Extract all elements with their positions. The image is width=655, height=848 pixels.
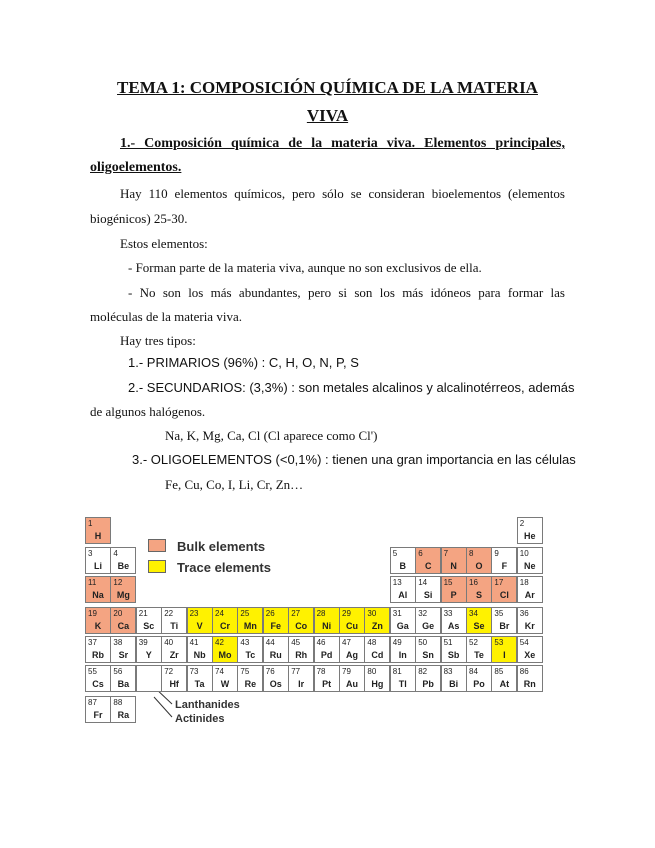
element-number: 85 — [494, 667, 504, 676]
element-symbol: V — [196, 621, 203, 631]
periodic-table-figure — [85, 517, 565, 729]
element-symbol: Mn — [243, 621, 257, 631]
element-cell — [212, 665, 238, 692]
element-cell — [441, 547, 467, 574]
element-symbol: Zn — [371, 621, 383, 631]
element-symbol: Os — [269, 679, 282, 689]
element-symbol: He — [524, 531, 536, 541]
element-symbol: Y — [145, 650, 152, 660]
element-number: 25 — [240, 609, 250, 618]
bullet-1: - Forman parte de la materia viva, aunque no son exclusivos de ella. — [128, 260, 482, 275]
element-cell — [161, 607, 187, 634]
element-number: 39 — [138, 638, 148, 647]
element-cell — [441, 636, 467, 663]
element-symbol: N — [450, 561, 457, 571]
element-number: 32 — [418, 609, 428, 618]
element-cell — [288, 665, 314, 692]
element-symbol: Si — [423, 590, 433, 600]
element-number: 50 — [418, 638, 428, 647]
element-symbol: Na — [92, 590, 104, 600]
element-number: 4 — [113, 549, 118, 558]
element-cell — [466, 636, 492, 663]
element-symbol: Br — [499, 621, 510, 631]
element-symbol: Rh — [295, 650, 308, 660]
type-primarios: 1.- PRIMARIOS (96%) : C, H, O, N, P, S — [128, 355, 359, 370]
element-cell — [415, 576, 441, 603]
element-cell — [517, 636, 543, 663]
element-symbol: Ta — [194, 679, 205, 689]
paragraph-1-line2: biogénicos) 25-30. — [90, 211, 188, 226]
element-number: 44 — [265, 638, 275, 647]
element-symbol: Cl — [499, 590, 509, 600]
element-number: 78 — [316, 667, 326, 676]
element-number: 19 — [88, 609, 97, 618]
element-symbol: Sn — [422, 650, 434, 660]
type-oligoelementos-examples: Fe, Cu, Co, I, Li, Cr, Zn… — [165, 477, 304, 492]
doc-title-line1: TEMA 1: COMPOSICIÓN QUÍMICA DE LA MATERIA — [117, 78, 538, 97]
element-number: 72 — [164, 667, 174, 676]
element-cell — [517, 547, 543, 574]
element-cell — [339, 636, 365, 663]
element-number: 3 — [88, 549, 93, 558]
element-number: 8 — [469, 549, 474, 558]
element-cell — [263, 607, 289, 634]
element-cell — [466, 576, 492, 603]
element-number: 18 — [519, 578, 529, 587]
element-symbol: Fr — [93, 710, 103, 720]
element-cell — [364, 636, 390, 663]
section-heading-line1: 1.- Composición química de la materia viva. Elementos principales, — [120, 136, 565, 151]
element-symbol: Bi — [449, 679, 459, 689]
element-symbol: Ga — [396, 621, 409, 631]
element-number: 80 — [367, 667, 377, 676]
type-secundarios-line2: de algunos halógenos. — [90, 404, 206, 419]
element-cell — [441, 665, 467, 692]
element-symbol: Fe — [270, 621, 282, 631]
element-number: 56 — [113, 667, 123, 676]
element-number: 5 — [392, 549, 398, 558]
doc-title-line2: VIVA — [306, 106, 349, 125]
element-number: 45 — [291, 638, 301, 647]
element-symbol: Ge — [422, 621, 435, 631]
element-symbol: K — [94, 621, 102, 631]
element-number: 16 — [469, 578, 478, 587]
element-cell — [161, 636, 187, 663]
element-symbol: Ca — [117, 621, 130, 631]
element-cell — [85, 696, 111, 723]
element-symbol: Cs — [92, 679, 104, 689]
element-cell — [85, 636, 111, 663]
element-number: 48 — [367, 638, 377, 647]
element-symbol: Kr — [524, 621, 535, 631]
element-symbol: O — [475, 561, 483, 571]
element-symbol: Mg — [116, 590, 130, 600]
element-number: 73 — [189, 667, 199, 676]
element-symbol: Cr — [219, 621, 230, 631]
element-symbol: B — [399, 561, 407, 571]
element-symbol: Ra — [117, 710, 130, 720]
element-cell — [263, 636, 289, 663]
element-symbol: Li — [94, 561, 102, 571]
element-number: 9 — [494, 549, 499, 558]
element-symbol: Pt — [322, 679, 332, 689]
element-number: 24 — [215, 609, 224, 618]
element-number: 14 — [418, 578, 428, 587]
legend-bulk-label: Bulk elements — [177, 539, 266, 554]
element-symbol: Pb — [422, 679, 434, 689]
element-cell — [314, 665, 340, 692]
element-cell — [441, 576, 467, 603]
paragraph-3: Hay tres tipos: — [120, 333, 196, 348]
element-number: 77 — [291, 667, 301, 676]
element-cell — [314, 636, 340, 663]
element-number: 28 — [316, 609, 326, 618]
element-number: 52 — [469, 638, 478, 647]
element-symbol: Pd — [320, 650, 333, 660]
element-symbol: Rn — [523, 679, 536, 689]
element-symbol: Ba — [117, 679, 130, 689]
element-symbol: Sc — [143, 621, 155, 631]
element-cell — [491, 636, 517, 663]
element-number: 84 — [469, 667, 478, 676]
element-symbol: Cd — [371, 650, 384, 660]
element-symbol: Hf — [169, 679, 179, 689]
element-cell — [339, 665, 365, 692]
element-symbol: Re — [244, 679, 257, 689]
element-symbol: Xe — [524, 650, 536, 660]
element-cell — [491, 665, 517, 692]
element-number: 79 — [342, 667, 351, 676]
element-cell — [314, 607, 340, 634]
element-number: 81 — [392, 667, 402, 676]
element-cell — [161, 665, 187, 692]
element-cell — [517, 607, 543, 634]
element-symbol: Ir — [298, 679, 305, 689]
element-number: 7 — [443, 549, 449, 558]
element-number: 34 — [469, 609, 478, 618]
element-number: 17 — [494, 578, 504, 587]
element-symbol: Zr — [169, 650, 179, 660]
element-cell — [517, 517, 543, 544]
element-cell — [466, 547, 492, 574]
element-symbol: Nb — [193, 650, 206, 660]
element-number: 83 — [443, 667, 453, 676]
section-heading-line2: oligoelementos. — [90, 160, 182, 175]
element-cell — [364, 665, 390, 692]
element-number: 2 — [519, 519, 525, 528]
element-cell — [364, 607, 390, 634]
element-number: 10 — [519, 549, 529, 558]
element-symbol: Se — [473, 621, 485, 631]
element-cell — [517, 665, 543, 692]
element-number: 22 — [164, 609, 174, 618]
element-number: 33 — [443, 609, 453, 618]
element-cell — [263, 665, 289, 692]
element-number: 75 — [240, 667, 250, 676]
element-number: 29 — [342, 609, 351, 618]
element-symbol: Ru — [269, 650, 282, 660]
element-number: 54 — [519, 638, 529, 647]
element-number: 36 — [519, 609, 529, 618]
element-symbol: Co — [295, 621, 308, 631]
element-symbol: Mo — [218, 650, 232, 660]
element-cell — [85, 665, 111, 692]
element-symbol: As — [447, 621, 460, 631]
element-cell — [237, 636, 263, 663]
element-symbol: Po — [473, 679, 485, 689]
element-cell — [187, 636, 213, 663]
element-number: 51 — [443, 638, 453, 647]
element-symbol: Tc — [245, 650, 256, 660]
element-cell — [110, 696, 136, 723]
element-symbol: I — [503, 650, 506, 660]
element-number: 41 — [189, 638, 199, 647]
element-cell — [110, 636, 136, 663]
element-number: 12 — [113, 578, 123, 587]
element-cell — [415, 607, 441, 634]
element-cell — [390, 607, 416, 634]
element-cell — [212, 636, 238, 663]
element-number: 49 — [392, 638, 402, 647]
element-symbol: Ne — [524, 561, 536, 571]
element-number: 1 — [88, 519, 93, 528]
element-number: 47 — [342, 638, 351, 647]
element-number: 38 — [113, 638, 123, 647]
paragraph-2: Estos elementos: — [120, 236, 208, 251]
bullet-2-line2: moléculas de la materia viva. — [90, 309, 242, 324]
element-cell — [491, 607, 517, 634]
element-number: 40 — [164, 638, 174, 647]
element-cell — [136, 607, 162, 634]
element-cell — [187, 607, 213, 634]
element-number: 43 — [240, 638, 250, 647]
type-secundarios-line1: 2.- SECUNDARIOS: (3,3%) : son metales alcalinos y alcalinotérreos, además — [128, 380, 575, 395]
element-symbol: Sr — [118, 650, 129, 660]
element-symbol: Al — [398, 590, 408, 600]
type-secundarios-examples: Na, K, Mg, Ca, Cl (Cl aparece como Cl') — [165, 428, 378, 443]
element-number: 46 — [316, 638, 326, 647]
element-cell — [110, 607, 136, 634]
element-number: 30 — [367, 609, 377, 618]
element-symbol: Au — [346, 679, 358, 689]
element-symbol: At — [499, 679, 510, 689]
element-cell — [390, 665, 416, 692]
element-cell — [339, 607, 365, 634]
element-symbol: Sb — [447, 650, 460, 660]
element-symbol: C — [424, 561, 432, 571]
element-symbol: Te — [474, 650, 484, 660]
legend-trace-label: Trace elements — [177, 560, 271, 575]
element-number: 20 — [113, 609, 123, 618]
element-cell — [491, 547, 517, 574]
element-cell — [85, 547, 111, 574]
element-cell — [491, 576, 517, 603]
element-cell — [85, 607, 111, 634]
element-cell — [237, 607, 263, 634]
element-number: 82 — [418, 667, 428, 676]
element-cell — [415, 547, 441, 574]
element-symbol: Hg — [371, 679, 384, 689]
element-cell — [85, 517, 111, 544]
element-number: 31 — [392, 609, 402, 618]
element-symbol: Ag — [346, 650, 358, 660]
element-cell — [288, 607, 314, 634]
element-symbol: Be — [117, 561, 130, 571]
element-number: 53 — [494, 638, 504, 647]
element-cell — [415, 665, 441, 692]
element-number: 87 — [88, 698, 97, 707]
element-symbol: W — [220, 679, 230, 689]
lanthanides-label: Lanthanides — [175, 699, 240, 711]
element-number: 37 — [88, 638, 97, 647]
element-cell — [110, 576, 136, 603]
paragraph-1-line1: Hay 110 elementos químicos, pero sólo se consideran bioelementos (elementos — [120, 186, 565, 201]
element-number: 21 — [138, 609, 148, 618]
element-symbol: H — [94, 531, 102, 541]
element-symbol: Ar — [524, 590, 535, 600]
element-cell — [85, 576, 111, 603]
element-number: 86 — [519, 667, 529, 676]
element-cell — [136, 665, 162, 692]
element-cell — [136, 636, 162, 663]
element-symbol: Tl — [398, 679, 407, 689]
element-cell — [441, 607, 467, 634]
element-symbol: F — [501, 561, 508, 571]
bullet-2-line1: - No son los más abundantes, pero si son los más idóneos para formar las — [128, 285, 565, 300]
element-number: 76 — [265, 667, 275, 676]
element-number: 23 — [189, 609, 199, 618]
element-cell — [110, 547, 136, 574]
element-number: 42 — [215, 638, 224, 647]
element-number: 27 — [291, 609, 301, 618]
type-oligoelementos-line1: 3.- OLIGOELEMENTOS (<0,1%) : tienen una gran importancia en las células — [132, 452, 576, 467]
element-number: 15 — [443, 578, 453, 587]
element-number: 26 — [265, 609, 275, 618]
element-number: 11 — [88, 578, 97, 587]
element-number: 88 — [113, 698, 123, 707]
element-cell — [390, 636, 416, 663]
element-cell — [517, 576, 543, 603]
element-number: 35 — [494, 609, 504, 618]
element-cell — [187, 665, 213, 692]
element-number: 55 — [88, 667, 97, 676]
element-symbol: S — [475, 590, 482, 600]
element-symbol: Ni — [322, 621, 332, 631]
element-number: 74 — [215, 667, 224, 676]
element-symbol: Ti — [170, 621, 179, 631]
element-number: 13 — [392, 578, 402, 587]
element-cell — [415, 636, 441, 663]
element-symbol: Cu — [346, 621, 358, 631]
element-cell — [390, 547, 416, 574]
element-symbol: In — [398, 650, 407, 660]
element-symbol: P — [450, 590, 457, 600]
element-cell — [466, 607, 492, 634]
element-number: 6 — [418, 549, 423, 558]
element-cell — [288, 636, 314, 663]
element-cell — [390, 576, 416, 603]
element-cell — [212, 607, 238, 634]
element-cell — [110, 665, 136, 692]
element-cell — [466, 665, 492, 692]
element-symbol: Rb — [92, 650, 104, 660]
element-cell — [237, 665, 263, 692]
actinides-label: Actinides — [175, 713, 225, 725]
